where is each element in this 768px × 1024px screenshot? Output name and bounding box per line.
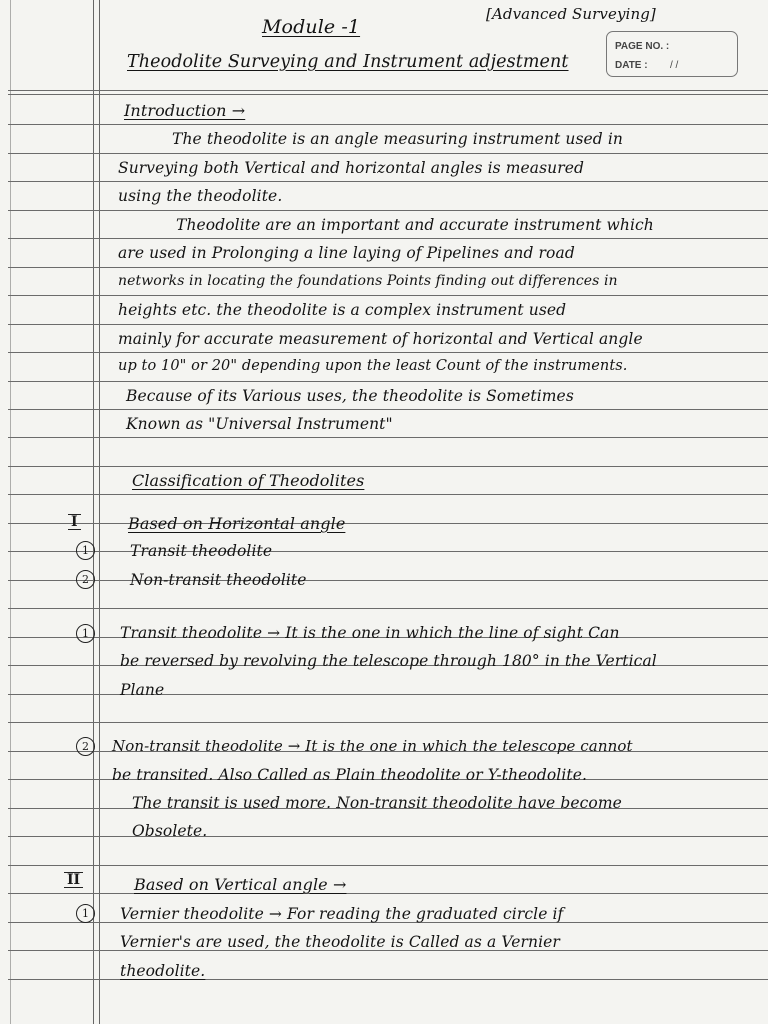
ruled-line [8, 523, 768, 524]
ruled-line [8, 324, 768, 325]
vernier-definition-line: theodolite. [120, 962, 206, 980]
transit-definition-line: Plane [120, 681, 165, 699]
ruled-line [8, 466, 768, 467]
subject-label: [Advanced Surveying] [486, 5, 656, 23]
vernier-definition-line: Vernier theodolite → For reading the graduated circle if [120, 905, 564, 923]
ruled-line [8, 352, 768, 353]
intro-line: Known as "Universal Instrument" [126, 415, 393, 433]
item-number: 1 [76, 541, 95, 560]
ruled-line [8, 893, 768, 894]
roman-numeral-one: I [68, 514, 81, 530]
ruled-line [8, 238, 768, 239]
ruled-line [8, 124, 768, 125]
intro-line: Because of its Various uses, the theodolite is Sometimes [126, 387, 574, 405]
non-transit-definition-line: Obsolete. [132, 822, 208, 840]
vernier-definition-line: Vernier's are used, the theodolite is Called as a Vernier [120, 933, 560, 951]
item-number: 2 [76, 570, 95, 589]
roman-numeral-two: II [64, 872, 83, 888]
ruled-line [8, 494, 768, 495]
section-based-on-vertical: Based on Vertical angle → [134, 875, 347, 894]
ruled-line [8, 551, 768, 552]
non-transit-definition-line: The transit is used more. Non-transit theodolite have become [132, 794, 622, 812]
intro-line: networks in locating the foundations Points finding out differences in [118, 273, 618, 289]
intro-line: up to 10" or 20" depending upon the least Count of the instruments. [118, 358, 628, 374]
introduction-heading: Introduction → [124, 101, 246, 120]
ruled-line [8, 267, 768, 268]
non-transit-definition-line: Non-transit theodolite → It is the one in which the telescope cannot [112, 737, 633, 755]
page-no-label: PAGE NO. : [615, 41, 670, 52]
ruled-line [8, 437, 768, 438]
date-value: / / [670, 60, 679, 71]
transit-definition-line: Transit theodolite → It is the one in which the line of sight Can [120, 624, 620, 642]
intro-line: using the theodolite. [118, 187, 283, 205]
date-label: DATE : [615, 60, 648, 71]
ruled-line [8, 94, 768, 95]
ruled-line [8, 580, 768, 581]
item-transit-theodolite: Transit theodolite [130, 542, 273, 560]
ruled-line [8, 608, 768, 609]
ruled-line [8, 722, 768, 723]
module-heading: Module -1 [262, 16, 361, 38]
ruled-line [8, 210, 768, 211]
ruled-line [8, 181, 768, 182]
classification-heading: Classification of Theodolites [132, 471, 365, 490]
ruled-line [8, 409, 768, 410]
intro-line: The theodolite is an angle measuring instrument used in [172, 130, 623, 148]
intro-line: are used in Prolonging a line laying of Pipelines and road [118, 244, 575, 262]
intro-line: heights etc. the theodolite is a complex instrument used [118, 301, 567, 319]
ruled-line [8, 836, 768, 837]
item-number: 1 [76, 904, 95, 923]
ruled-line [8, 153, 768, 154]
ruled-line [8, 90, 768, 91]
ruled-line [8, 295, 768, 296]
item-non-transit-theodolite: Non-transit theodolite [130, 571, 307, 589]
non-transit-definition-line: be transited. Also Called as Plain theodolite or Y-theodolite. [112, 766, 588, 784]
item-number: 2 [76, 737, 95, 756]
intro-line: mainly for accurate measurement of horizontal and Vertical angle [118, 330, 643, 348]
section-based-on-horizontal: Based on Horizontal angle [128, 514, 346, 533]
page-title: Theodolite Surveying and Instrument adjestment [127, 52, 569, 72]
ruled-line [8, 381, 768, 382]
item-number: 1 [76, 624, 95, 643]
intro-line: Theodolite are an important and accurate instrument which [176, 216, 654, 234]
ruled-line [8, 865, 768, 866]
transit-definition-line: be reversed by revolving the telescope through 180° in the Vertical [120, 652, 657, 670]
intro-line: Surveying both Vertical and horizontal angles is measured [118, 159, 585, 177]
